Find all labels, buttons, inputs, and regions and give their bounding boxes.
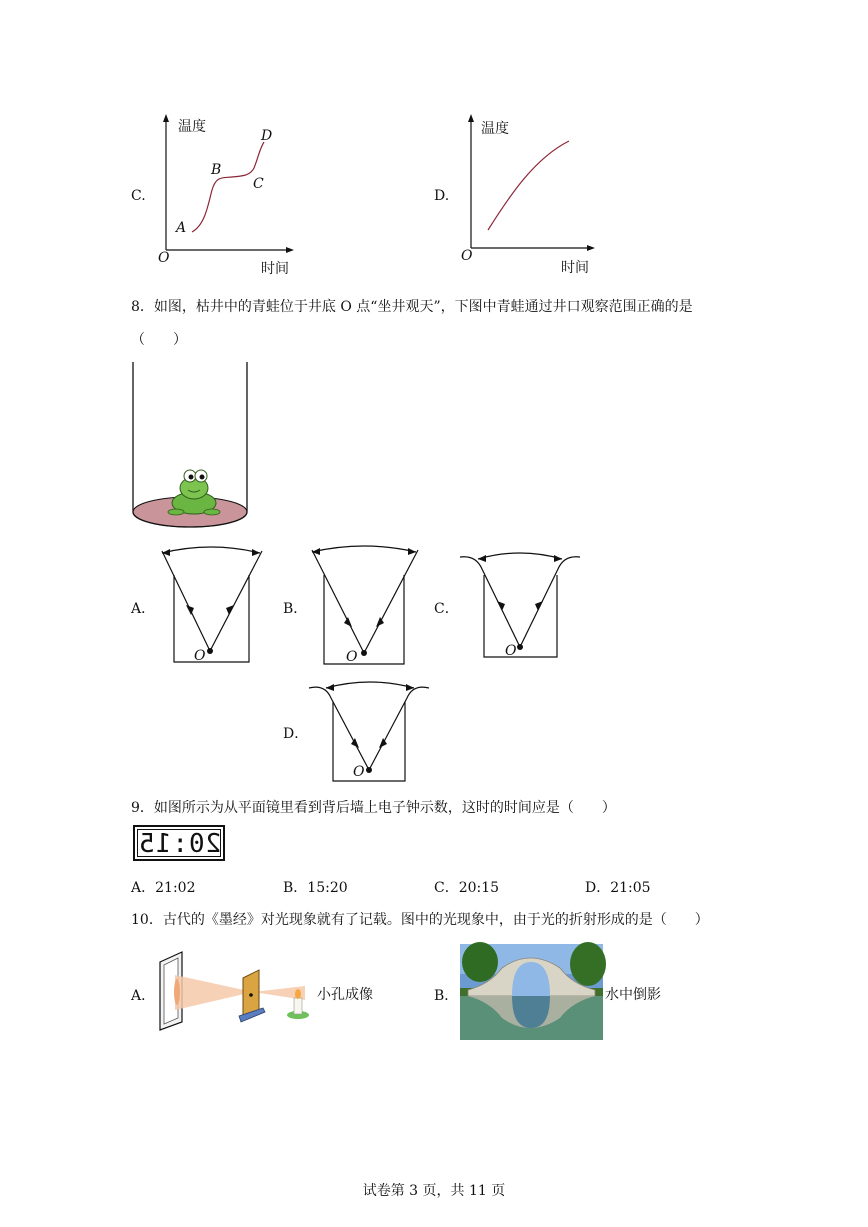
q8-option-b-label: B． xyxy=(283,601,308,617)
q7-graph-c xyxy=(150,110,300,275)
clock-digits: 20:15 xyxy=(138,829,222,859)
frog-icon xyxy=(168,470,220,515)
q9-option-c: C．20:15 xyxy=(434,880,500,896)
q8-diagram-b xyxy=(305,545,425,670)
q8-diagram-a xyxy=(158,545,268,670)
q7-c-point-c: C xyxy=(253,176,264,192)
q9-option-d: D．21:05 xyxy=(585,880,651,896)
q8-a-point: O xyxy=(194,648,206,664)
q10-option-b-label: B． xyxy=(434,988,459,1004)
q8-d-point: O xyxy=(353,764,365,780)
q8-b-point: O xyxy=(346,649,358,665)
q7-option-c-label: C. xyxy=(131,188,146,204)
q7-c-point-a: A xyxy=(176,220,187,236)
q8-diagram-c xyxy=(458,545,583,665)
q7-c-ylabel: 温度 xyxy=(178,119,206,135)
q10-a-caption: 小孔成像 xyxy=(317,987,373,1003)
q8-diagram-d xyxy=(308,672,433,787)
q8-blank: （ ） xyxy=(131,332,187,348)
q10-stem: 10．古代的《墨经》对光现象就有了记载。图中的光现象中，由于光的折射形成的是（ ） xyxy=(131,912,709,928)
page-footer: 试卷第 3 页，共 11 页 xyxy=(362,1183,506,1199)
bridge-reflection-photo xyxy=(460,944,603,1040)
q10-b-caption: 水中倒影 xyxy=(605,987,661,1003)
q7-d-ylabel: 温度 xyxy=(481,121,509,137)
q8-stem: 8．如图，枯井中的青蛙位于井底 O 点“坐井观天”，下图中青蛙通过井口观察范围正确的是 xyxy=(131,299,693,315)
well-frog-figure xyxy=(130,362,255,532)
q8-option-d-label: D． xyxy=(283,726,309,742)
q7-graph-d xyxy=(455,110,605,275)
q7-c-point-d: D xyxy=(261,128,273,144)
q7-d-origin: O xyxy=(461,248,473,264)
q9-option-b: B．15:20 xyxy=(283,880,348,896)
mirror-clock-display xyxy=(133,825,225,861)
q9-option-a: A．21:02 xyxy=(131,880,196,896)
q9-stem: 9．如图所示为从平面镜里看到背后墙上电子钟示数，这时的时间应是（ ） xyxy=(131,800,616,816)
q7-d-xlabel: 时间 xyxy=(561,260,589,276)
q8-option-c-label: C． xyxy=(434,601,459,617)
q7-c-xlabel: 时间 xyxy=(261,261,289,277)
q8-option-a-label: A． xyxy=(131,601,156,617)
pinhole-camera-illustration xyxy=(155,950,315,1035)
q8-c-point: O xyxy=(505,643,517,659)
q7-option-d-label: D. xyxy=(434,188,450,204)
q7-c-origin: O xyxy=(158,250,170,266)
q7-c-point-b: B xyxy=(211,162,222,178)
q10-option-a-label: A． xyxy=(131,988,156,1004)
